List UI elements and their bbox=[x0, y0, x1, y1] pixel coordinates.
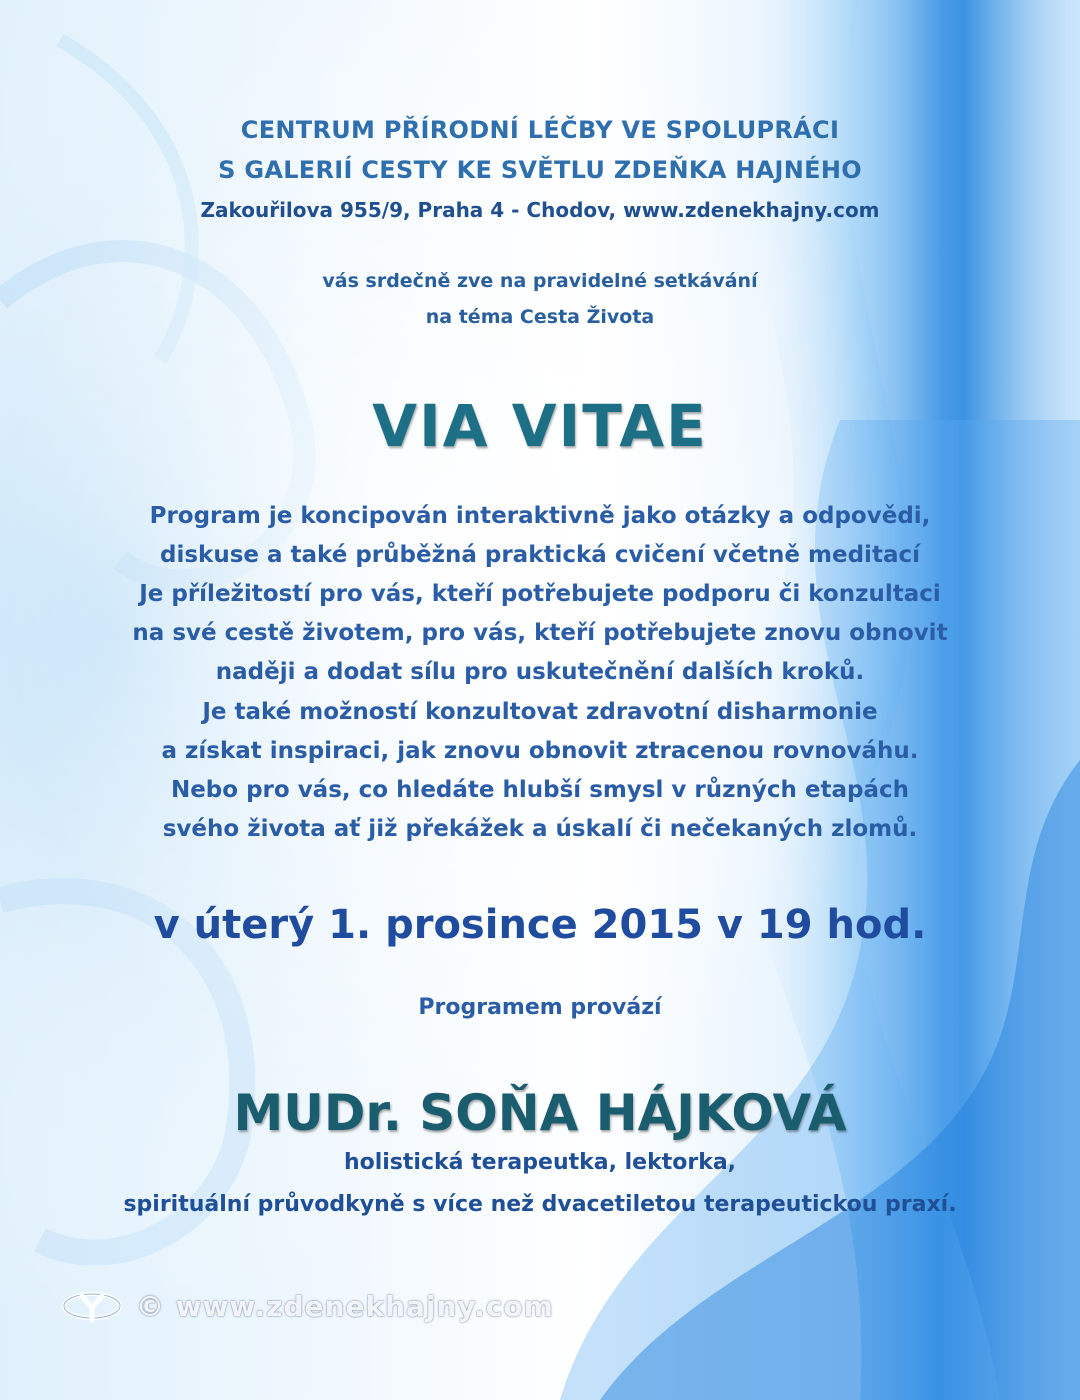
logo-icon bbox=[60, 1286, 124, 1326]
description-line: a získat inspiraci, jak znovu obnovit ztracenou rovnováhu. bbox=[161, 738, 919, 764]
invite-line-2: na téma Cesta Života bbox=[425, 306, 655, 328]
event-title: VIA VITAE bbox=[372, 392, 708, 460]
description-line: diskuse a také průběžná praktická cvičení včetně meditací bbox=[160, 542, 920, 568]
speaker-role-line-1: holistická terapeutka, lektorka, bbox=[343, 1150, 737, 1175]
description-line: Nebo pro vás, co hledáte hlubší smysl v různých etapách bbox=[170, 777, 910, 803]
description-line: Program je koncipován interaktivně jako otázky a odpovědi, bbox=[149, 503, 931, 529]
speaker-name: MUDr. SOŇA HÁJKOVÁ bbox=[233, 1084, 847, 1142]
description-line: Je také možností konzultovat zdravotní disharmonie bbox=[202, 699, 878, 725]
speaker-role-line-2: spirituální průvodkyně s více než dvacetiletou terapeutickou praxí. bbox=[123, 1192, 957, 1217]
event-date: v úterý 1. prosince 2015 v 19 hod. bbox=[153, 902, 927, 948]
organizer-line-1: CENTRUM PŘÍRODNÍ LÉČBY VE SPOLUPRÁCI bbox=[240, 116, 840, 144]
description-line: naději a dodat sílu pro uskutečnění dalších kroků. bbox=[215, 659, 865, 685]
organizer-line-2: S GALERIÍ CESTY KE SVĚTLU ZDEŇKA HAJNÉHO bbox=[218, 156, 862, 184]
description-line: svého života ať již překážek a úskalí či nečekaných zlomů. bbox=[162, 816, 918, 842]
description-line: Je příležitostí pro vás, kteří potřebujete podporu či konzultaci bbox=[139, 581, 941, 607]
organizer-address: Zakouřilova 955/9, Praha 4 - Chodov, www.zdenekhajny.com bbox=[200, 198, 880, 222]
invite-line-1: vás srdečně zve na pravidelné setkávání bbox=[322, 270, 758, 292]
guide-label: Programem provází bbox=[418, 995, 662, 1020]
description-line: na své cestě životem, pro vás, kteří potřebujete znovu obnovit bbox=[132, 620, 948, 646]
watermark bbox=[60, 1284, 554, 1328]
watermark-text: © www.zdenekhajny.com bbox=[136, 1289, 554, 1323]
